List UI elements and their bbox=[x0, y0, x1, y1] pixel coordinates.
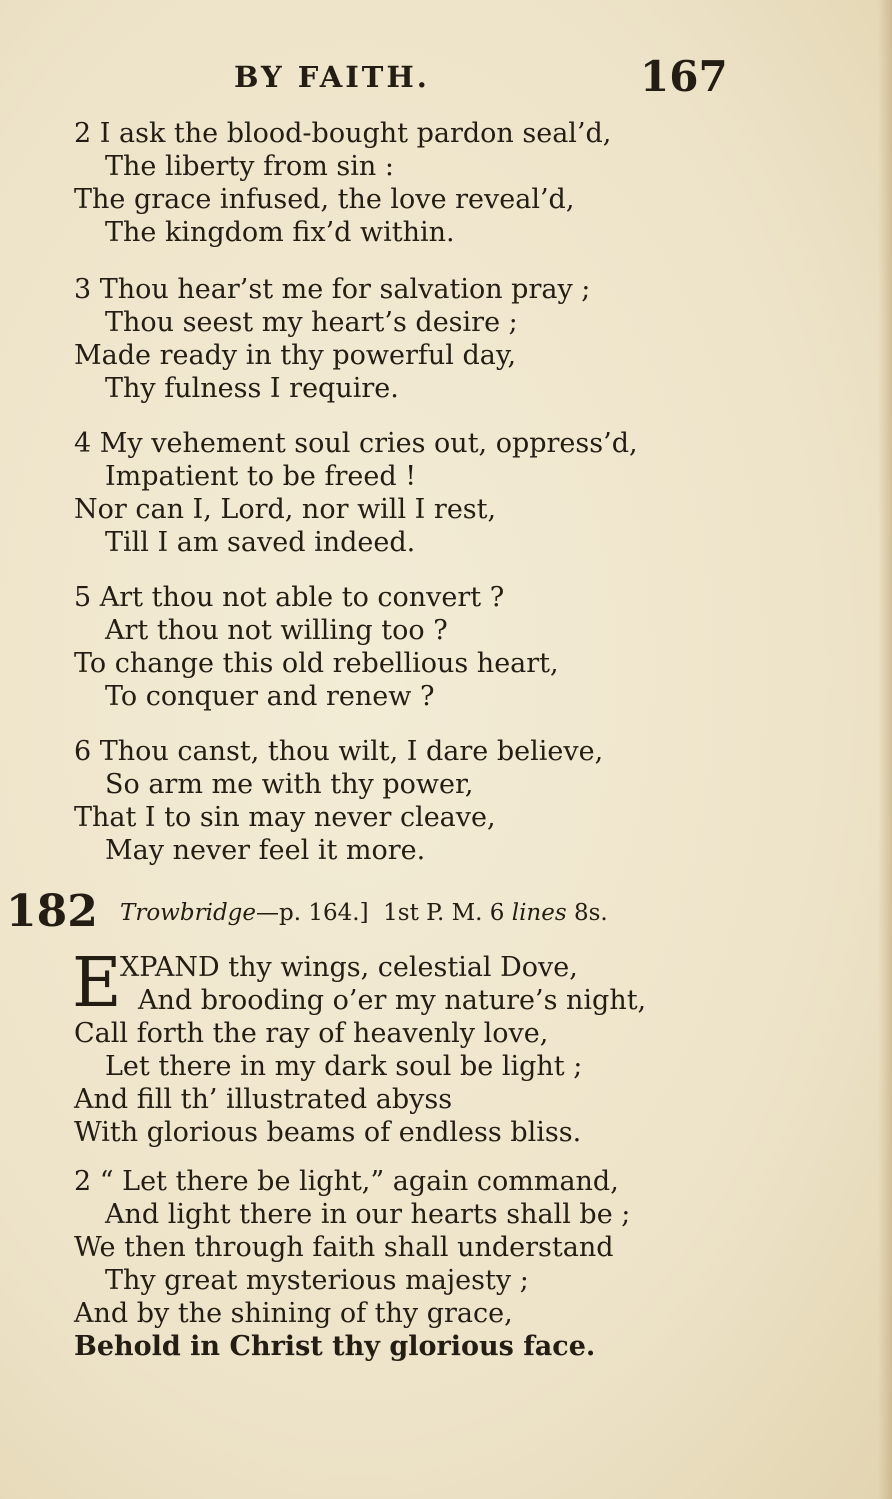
verse-line: We then through faith shall understand bbox=[74, 1232, 614, 1263]
meter-prefix: 1st P. M. 6 bbox=[383, 900, 505, 926]
verse-line: 2 I ask the blood-bought pardon seal’d, bbox=[74, 118, 612, 149]
running-head: BY FAITH. bbox=[234, 60, 430, 94]
verse-line: Thy great mysterious majesty ; bbox=[105, 1265, 529, 1296]
tune-name: Trowbridge bbox=[120, 900, 257, 926]
verse-line: Nor can I, Lord, nor will I rest, bbox=[74, 494, 497, 525]
verse-line: Thou seest my heart’s desire ; bbox=[105, 307, 518, 338]
verse-line: 2 “ Let there be light,” again command, bbox=[74, 1166, 619, 1197]
verse-line: And fill th’ illustrated abyss bbox=[74, 1084, 453, 1115]
verse-line: Behold in Christ thy glorious face. bbox=[74, 1331, 596, 1362]
verse-line: The kingdom fix’d within. bbox=[105, 217, 455, 248]
verse-line: And light there in our hearts shall be ; bbox=[105, 1199, 631, 1230]
verse-line: To conquer and renew ? bbox=[105, 681, 435, 712]
verse-line: To change this old rebellious heart, bbox=[74, 648, 559, 679]
hymn-tune-meter bbox=[120, 900, 608, 926]
verse-line: Impatient to be freed ! bbox=[105, 461, 417, 492]
verse-line: And brooding o’er my nature’s night, bbox=[138, 985, 647, 1016]
verse-line: 6 Thou canst, thou wilt, I dare believe, bbox=[74, 736, 604, 767]
verse-line: Art thou not willing too ? bbox=[105, 615, 448, 646]
meter-suffix: 8s. bbox=[573, 900, 608, 926]
verse-line: May never feel it more. bbox=[105, 835, 426, 866]
meter-lines: lines bbox=[511, 900, 567, 926]
verse-line: The grace infused, the love reveal’d, bbox=[74, 184, 575, 215]
hymn-heading bbox=[0, 886, 892, 946]
verse-line: XPAND thy wings, celestial Dove, bbox=[120, 952, 578, 983]
page-reference: —p. 164.] bbox=[256, 900, 369, 926]
verse-line: Till I am saved indeed. bbox=[105, 527, 416, 558]
verse-line: So arm me with thy power, bbox=[105, 769, 474, 800]
page-number: 167 bbox=[640, 52, 728, 101]
verse-line: That I to sin may never cleave, bbox=[74, 802, 496, 833]
verse-line: Thy fulness I require. bbox=[105, 373, 399, 404]
verse-line: The liberty from sin : bbox=[105, 151, 394, 182]
hymn-number: 182 bbox=[6, 886, 98, 937]
verse-line: 5 Art thou not able to convert ? bbox=[74, 582, 505, 613]
verse-line: With glorious beams of endless bliss. bbox=[74, 1117, 582, 1148]
verse-line: Call forth the ray of heavenly love, bbox=[74, 1018, 549, 1049]
verse-line: 4 My vehement soul cries out, oppress’d, bbox=[74, 428, 638, 459]
verse-line: Let there in my dark soul be light ; bbox=[105, 1051, 583, 1082]
drop-cap: E bbox=[72, 944, 122, 1023]
verse-line: And by the shining of thy grace, bbox=[74, 1298, 513, 1329]
verse-line: Made ready in thy powerful day, bbox=[74, 340, 517, 371]
verse-line: 3 Thou hear’st me for salvation pray ; bbox=[74, 274, 591, 305]
page-header bbox=[0, 52, 892, 102]
page-edge-shadow bbox=[878, 0, 892, 1499]
